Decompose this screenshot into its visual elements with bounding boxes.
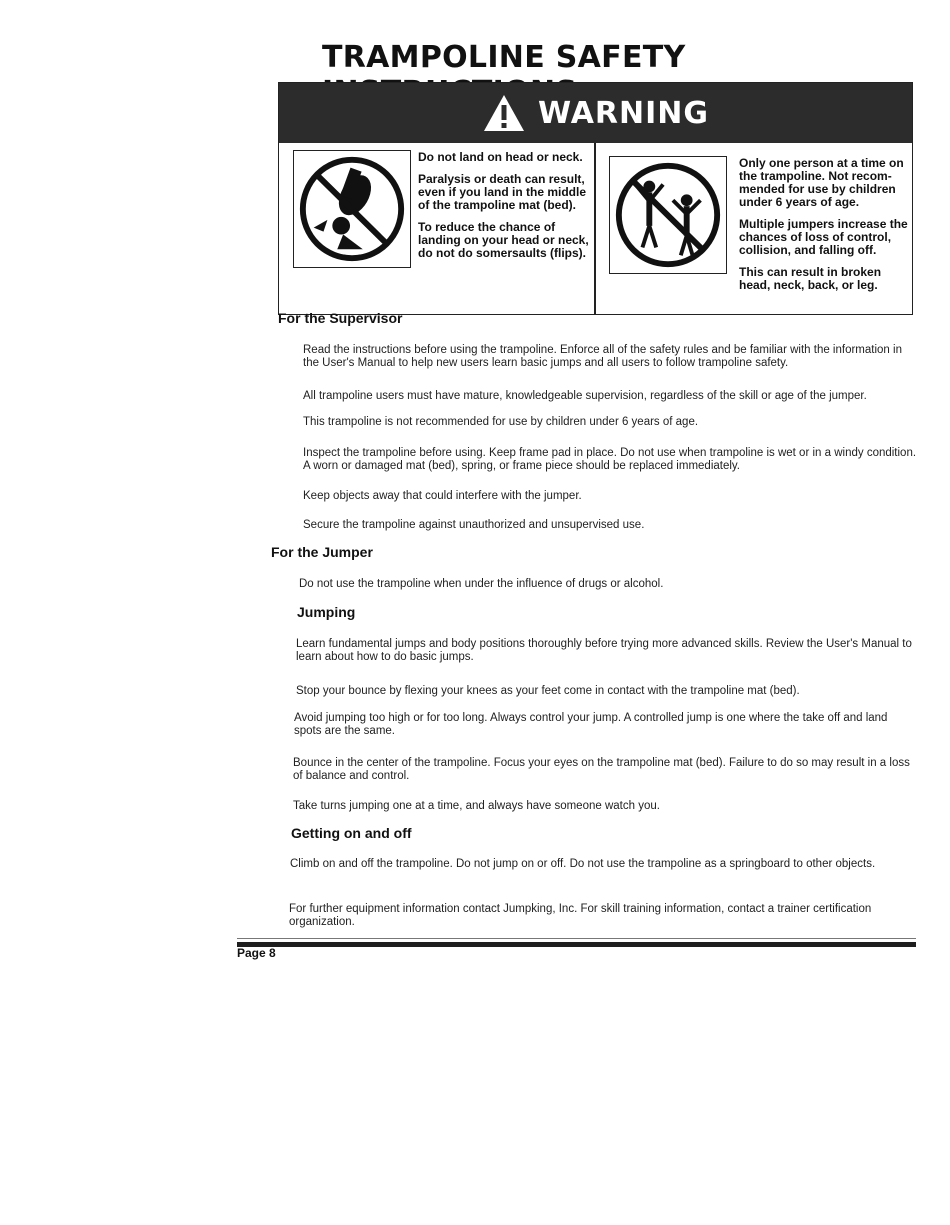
jumper-heading: For the Jumper (271, 544, 373, 560)
page-title: TRAMPOLINE SAFETY (322, 40, 686, 75)
supervisor-paragraph: Keep objects away that could interfere with the jumper. (303, 490, 582, 502)
jumper-intro: Do not use the trampoline when under the influence of drugs or alcohol. (299, 578, 664, 590)
footer-rule-thin (237, 938, 916, 939)
supervisor-paragraph: Inspect the trampoline before using. Keep frame pad in place. Do not use when trampoline is wet or in a windy condition. A worn or damaged mat (bed), spring, or frame piece should be replaced immediately. (303, 447, 917, 472)
warning-line: Paralysis or death can result, even if you land in the middle of the trampoline mat (bed). (418, 172, 587, 212)
warning-divider (594, 143, 596, 315)
jumping-paragraph: Take turns jumping one at a time, and always have someone watch you. (293, 800, 660, 812)
no-multiple-jumpers-icon (609, 156, 727, 274)
getting-on-off-paragraph: Climb on and off the trampoline. Do not jump on or off. Do not use the trampoline as a springboard to other objects. (290, 858, 876, 870)
supervisor-paragraph: All trampoline users must have mature, knowledgeable supervision, regardless of the skill or age of the jumper. (303, 390, 867, 402)
warning-line: Do not land on head or neck. (418, 150, 583, 164)
warning-line: This can result in broken head, neck, back, or leg. (739, 265, 882, 292)
left-warning-text (418, 151, 593, 269)
jumping-paragraph: Avoid jumping too high or for too long. Always control your jump. A controlled jump is one where the take off and land spots are the same. (294, 712, 888, 737)
warning-box (278, 82, 913, 315)
warning-triangle-icon (482, 93, 526, 133)
supervisor-heading: For the Supervisor (278, 310, 403, 326)
warning-line: Only one person at a time on the trampoline. Not recom-mended for use by children under 6 years of age. (739, 156, 904, 209)
jumping-paragraph: Bounce in the center of the trampoline. Focus your eyes on the trampoline mat (bed). Failure to do so may result in a loss of balance and control. (293, 757, 910, 782)
getting-on-off-paragraph: For further equipment information contact Jumpking, Inc. For skill training information, contact a trainer certification organization. (289, 903, 872, 928)
supervisor-paragraph: Secure the trampoline against unauthorized and unsupervised use. (303, 519, 645, 531)
footer-rule (237, 942, 916, 947)
warning-line: To reduce the chance of landing on your head or neck, do not do somersaults (flips). (418, 220, 589, 260)
getting-on-off-heading: Getting on and off (291, 825, 412, 841)
warning-line: Multiple jumpers increase the chances of loss of control, collision, and falling off. (739, 217, 908, 257)
jumping-paragraph: Learn fundamental jumps and body positions thoroughly before trying more advanced skills. Review the User's Manual to learn about how to do basic jumps. (296, 638, 912, 663)
supervisor-paragraph: Read the instructions before using the trampoline. Enforce all of the safety rules and be familiar with the information in the User's Manual to help new users learn basic jumps and all users to follow trampoline safety. (303, 344, 902, 369)
right-warning-text (739, 157, 911, 301)
jumping-paragraph: Stop your bounce by flexing your knees as your feet come in contact with the trampoline mat (bed). (296, 685, 800, 697)
warning-banner (279, 83, 912, 143)
warning-label: WARNING (537, 95, 710, 131)
no-head-landing-icon (293, 150, 411, 268)
page-number: Page 8 (237, 946, 276, 960)
supervisor-paragraph: This trampoline is not recommended for use by children under 6 years of age. (303, 416, 699, 428)
jumping-heading: Jumping (297, 604, 356, 620)
